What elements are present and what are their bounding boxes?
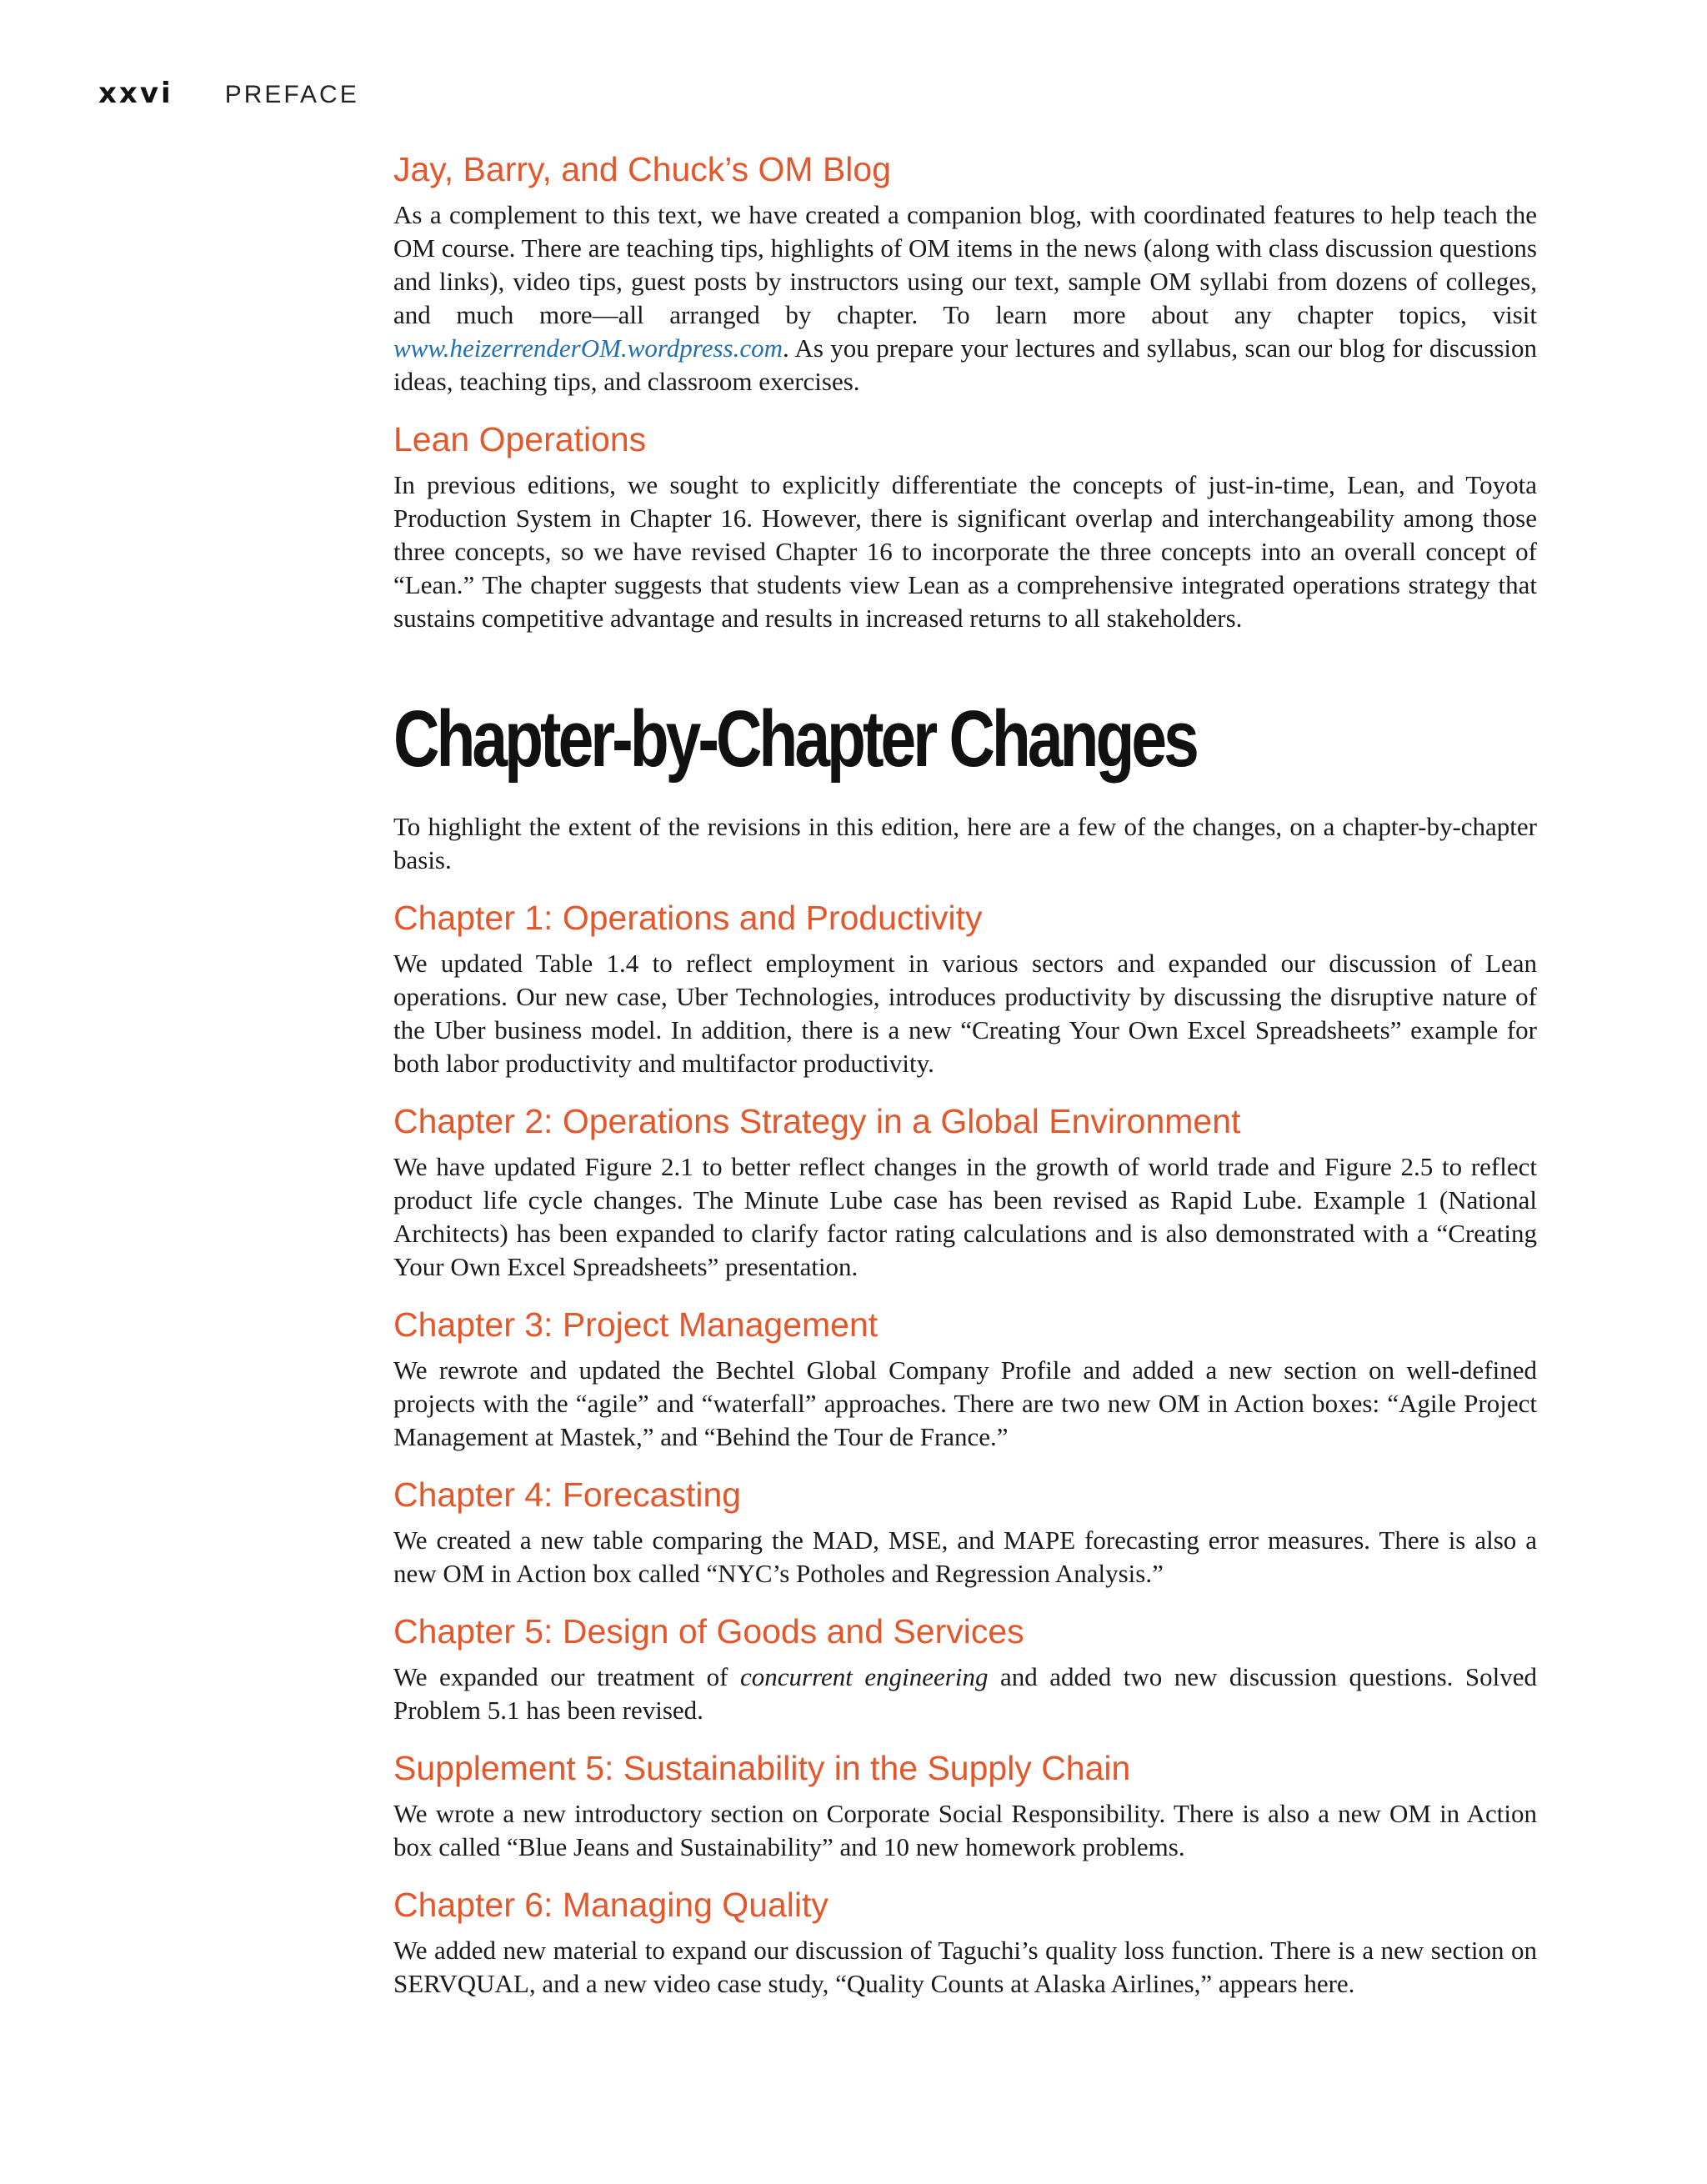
blog-link[interactable]: www.heizerrenderOM.wordpress.com — [393, 333, 783, 363]
chapter-item-1 — [393, 897, 1537, 1080]
page-content — [393, 148, 1537, 2021]
body-text: As a complement to this text, we have created a companion blog, with coordinated features to help teach the OM course. There are teaching tips, highlights of OM items in the news (along with class discussion questions and links), video tips, guest posts by instructors using our text, sample OM syllabi from dozens of colleges, and much more—all arranged by chapter. To learn more about any chapter topics, visit — [393, 200, 1537, 329]
chapter-item-4 — [393, 1474, 1537, 1590]
section-om-blog — [393, 148, 1537, 398]
chapter-item-3 — [393, 1304, 1537, 1454]
chapter-body: We have updated Figure 2.1 to better reflect changes in the growth of world trade and Figure 2.5 to reflect product life cycle changes. The Minute Lube case has been revised as Rapid Lube. Example 1 (National Architects) has been expanded to clarify factor rating calculations and is also demonstrated with a “Creating Your Own Excel Spreadsheets” presentation. — [393, 1152, 1537, 1281]
chapter-item-2 — [393, 1100, 1537, 1284]
running-head — [98, 77, 359, 110]
chapter-heading: Chapter 3: Project Management — [393, 1305, 879, 1344]
chapter-changes-title: Chapter-by-Chapter Changes — [393, 694, 1196, 784]
supplement-item-5 — [393, 1747, 1537, 1864]
page-number: xxvi — [98, 77, 173, 110]
section-heading: Jay, Barry, and Chuck’s OM Blog — [393, 150, 892, 188]
chapter-changes-intro: To highlight the extent of the revisions in this edition, here are a few of the changes, on a chapter-by-chapter basis. — [393, 812, 1537, 874]
chapter-body: We wrote a new introductory section on Corporate Social Responsibility. There is also a new OM in Action box called “Blue Jeans and Sustainability” and 10 new homework problems. — [393, 1799, 1537, 1861]
chapter-heading: Chapter 5: Design of Goods and Services — [393, 1612, 1024, 1651]
chapter-heading: Supplement 5: Sustainability in the Supply Chain — [393, 1749, 1131, 1787]
body-text: . As you prepare your lectures and syllabus, scan our blog for discussion ideas, teaching tips, and classroom exercises. — [393, 333, 1537, 396]
running-title: PREFACE — [224, 81, 359, 108]
section-heading: Lean Operations — [393, 420, 647, 458]
chapter-heading: Chapter 6: Managing Quality — [393, 1886, 828, 1924]
chapter-body: We created a new table comparing the MAD, MSE, and MAPE forecasting error measures. There is also a new OM in Action box called “NYC’s Potholes and Regression Analysis.” — [393, 1525, 1537, 1588]
emphasis-text: concurrent engineering — [740, 1662, 989, 1691]
body-text: and added two new discussion questions. Solved Problem 5.1 has been revised. — [393, 1662, 1538, 1725]
section-lean-operations — [393, 418, 1537, 635]
chapter-heading: Chapter 1: Operations and Productivity — [393, 899, 983, 937]
chapter-item-5 — [393, 1610, 1537, 1727]
section-body: In previous editions, we sought to explicitly differentiate the concepts of just-in-time, Lean, and Toyota Production System in Chapter 16. However, there is significant overlap and interchangeability among those three concepts, so we have revised Chapter 16 to incorporate the three concepts into an overall concept of “Lean.” The chapter suggests that students view Lean as a comprehensive integrated operations strategy that sustains competitive advantage and results in increased returns to all stakeholders. — [393, 470, 1537, 633]
chapter-body: We updated Table 1.4 to reflect employment in various sectors and expanded our discussion of Lean operations. Our new case, Uber Technologies, introduces productivity by discussing the disruptive nature of the Uber business model. In addition, there is a new “Creating Your Own Excel Spreadsheets” example for both labor productivity and multifactor productivity. — [393, 949, 1537, 1078]
chapter-body: We rewrote and updated the Bechtel Global Company Profile and added a new section on well-defined projects with the “agile” and “waterfall” approaches. There are two new OM in Action boxes: “Agile Project Management at Mastek,” and “Behind the Tour de France.” — [393, 1355, 1537, 1451]
chapter-body: We added new material to expand our discussion of Taguchi’s quality loss function. There is a new section on SERVQUAL, and a new video case study, “Quality Counts at Alaska Airlines,” appears here. — [393, 1936, 1537, 1998]
chapter-item-6 — [393, 1884, 1537, 2001]
body-text: We expanded our treatment of — [393, 1662, 741, 1691]
section-body — [393, 198, 1537, 398]
chapter-body — [393, 1661, 1537, 1727]
chapter-heading: Chapter 2: Operations Strategy in a Global Environment — [393, 1102, 1241, 1140]
chapter-heading: Chapter 4: Forecasting — [393, 1475, 742, 1514]
